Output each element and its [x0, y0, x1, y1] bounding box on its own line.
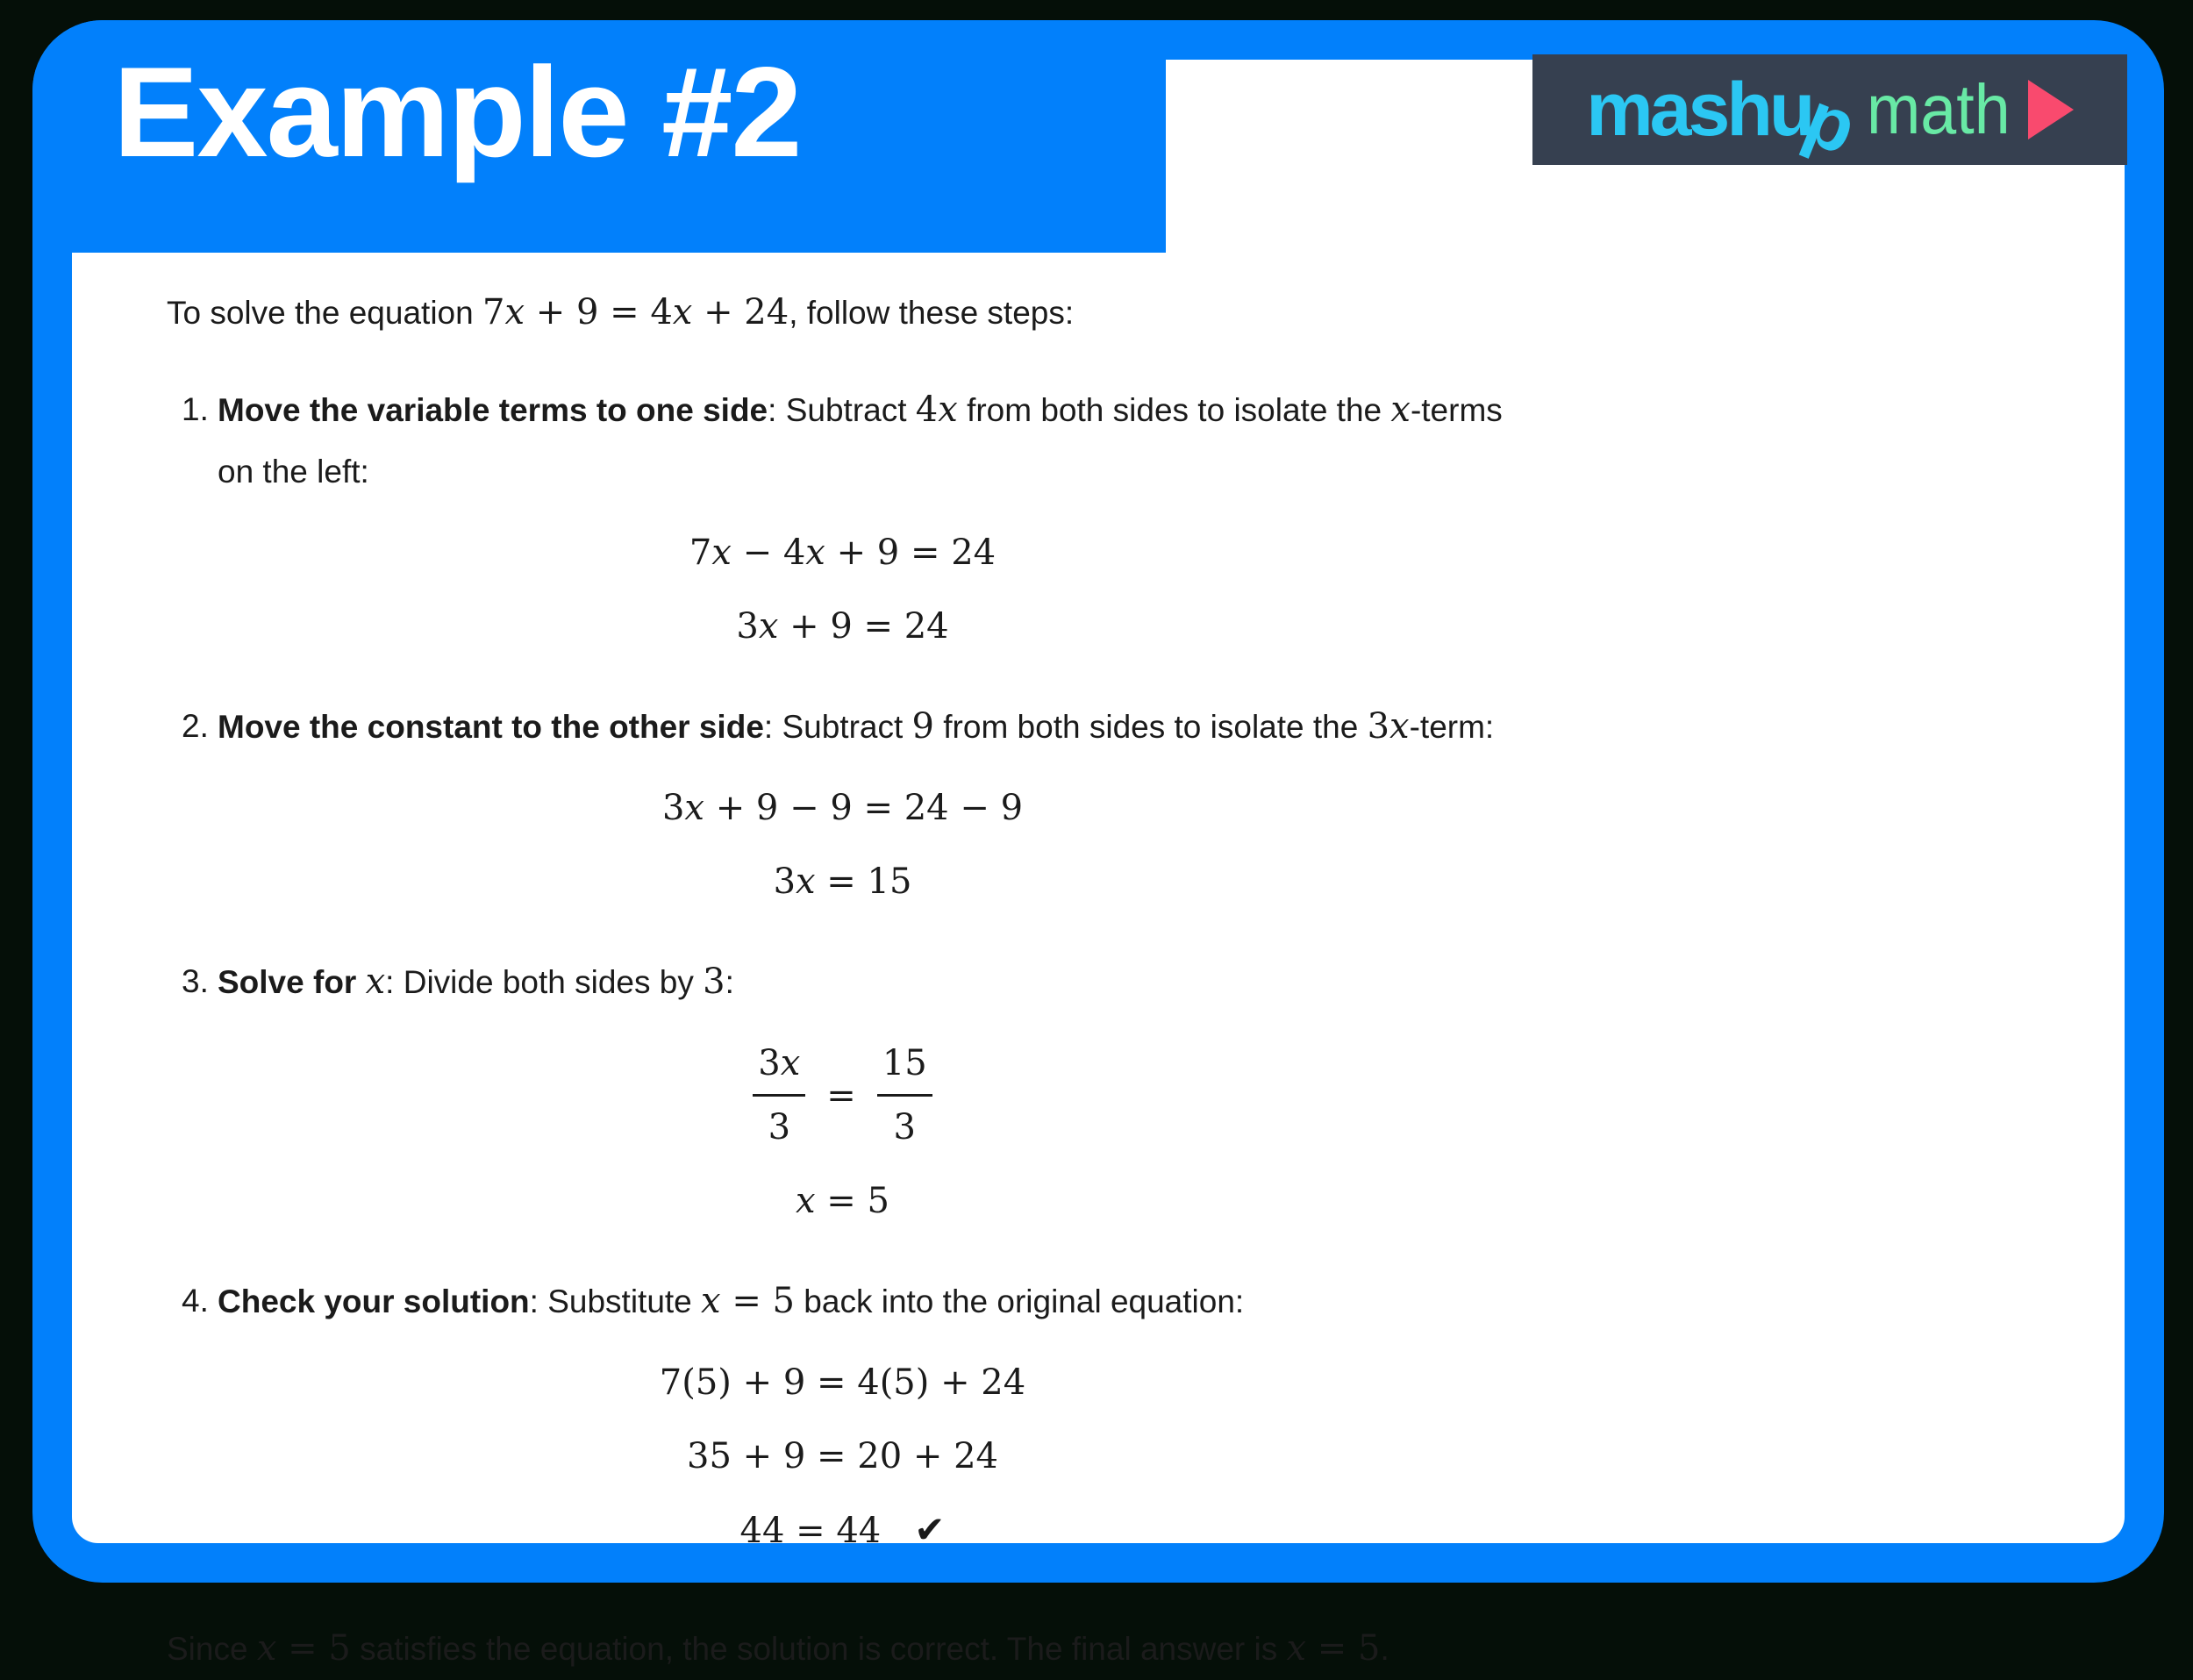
equation: 7(5) + 9 = 4(5) + 24	[659, 1362, 1026, 1403]
step-text	[218, 379, 1533, 503]
step-item	[167, 696, 1551, 932]
inline-math: x	[365, 962, 386, 1002]
fraction-denominator: 3	[753, 1094, 805, 1151]
equations-block	[218, 1040, 1533, 1225]
text-run: Since	[167, 1631, 257, 1667]
step-number: 4.	[182, 1283, 209, 1319]
logo-text-mashu: mashu	[1586, 68, 1812, 152]
step-text	[218, 951, 1533, 1013]
step-lead	[218, 709, 764, 745]
text-run: .	[1380, 1631, 1389, 1667]
inline-math: x	[1390, 390, 1411, 430]
mashupmath-logo	[1532, 54, 2127, 171]
blue-frame	[32, 20, 2164, 1669]
equation: 7x − 4x + 9 = 24	[689, 533, 996, 573]
inline-math: x = 5	[1286, 1628, 1381, 1669]
step-body	[218, 951, 1533, 1251]
equation: 44 = 44 ✔	[739, 1508, 946, 1551]
inline-math: 3x	[1367, 706, 1410, 747]
step-lead	[218, 1283, 530, 1319]
step-item	[167, 379, 1551, 676]
step-text	[218, 696, 1533, 758]
inline-math: x = 5	[701, 1281, 796, 1321]
step-number: 3.	[182, 963, 209, 999]
equals-sign: =	[826, 1075, 856, 1116]
text-run: : Subtract	[768, 392, 916, 428]
inline-math: 7x + 9 = 4x + 24	[482, 292, 789, 332]
equation: x = 5	[796, 1181, 889, 1221]
play-triangle-icon	[2028, 80, 2074, 139]
text-run: Check your solution	[218, 1283, 530, 1319]
text-run: Move the variable terms to one side	[218, 392, 768, 428]
text-run: from both sides to isolate the	[934, 709, 1368, 745]
fraction-numerator: 15	[882, 1043, 927, 1083]
steps-list	[167, 379, 1551, 1581]
equations-block	[218, 1359, 1533, 1555]
inline-math: 3	[703, 962, 725, 1002]
text-run: from both sides to isolate the	[957, 392, 1391, 428]
text-run: -term:	[1409, 709, 1495, 745]
text-run: satisfies the equation, the solution is correct. The final answer is	[350, 1631, 1287, 1667]
lesson-content	[167, 282, 1551, 1680]
equation: 3x = 15	[773, 861, 912, 902]
equation: 3x + 9 = 24	[736, 606, 949, 647]
step-number: 1.	[182, 391, 209, 427]
fraction	[753, 1040, 805, 1151]
inline-math: 4x	[915, 390, 958, 430]
checkmark-icon: ✔	[914, 1508, 946, 1551]
text-run: back into the original equation:	[795, 1283, 1245, 1319]
text-run: Solve for	[218, 964, 366, 1000]
step-item	[167, 1270, 1551, 1581]
text-run: : Substitute	[529, 1283, 702, 1319]
step-text	[218, 1270, 1533, 1333]
conclusion-text	[167, 1618, 1551, 1680]
intro-text	[167, 282, 1551, 344]
text-run: Move the constant to the other side	[218, 709, 764, 745]
fraction-denominator: 3	[877, 1094, 932, 1151]
logo-text-math: math	[1866, 70, 2011, 148]
text-run: : Subtract	[763, 709, 912, 745]
text-run: :	[725, 964, 734, 1000]
page-title: Example #2	[113, 40, 801, 183]
logo-text-p: p	[1794, 75, 1868, 171]
equation	[152, 1040, 1533, 1151]
inline-math: x = 5	[256, 1628, 351, 1669]
text-run: To solve the equation	[167, 295, 482, 331]
equation: 3x + 9 − 9 = 24 − 9	[661, 788, 1024, 828]
step-lead	[218, 964, 385, 1000]
step-body	[218, 1270, 1533, 1581]
inline-math: 9	[911, 706, 934, 747]
equations-block	[218, 529, 1533, 650]
equations-block	[218, 784, 1533, 905]
text-run: : Divide both sides by	[385, 964, 704, 1000]
step-lead	[218, 392, 768, 428]
step-body	[218, 696, 1533, 932]
step-item	[167, 951, 1551, 1251]
step-body	[218, 379, 1533, 676]
step-number: 2.	[182, 708, 209, 744]
equation: 35 + 9 = 20 + 24	[687, 1436, 998, 1476]
fraction	[877, 1040, 932, 1151]
text-run: , follow these steps:	[789, 295, 1075, 331]
text-run: -terms on the left:	[218, 392, 1503, 490]
fraction-numerator: 3x	[758, 1043, 801, 1083]
